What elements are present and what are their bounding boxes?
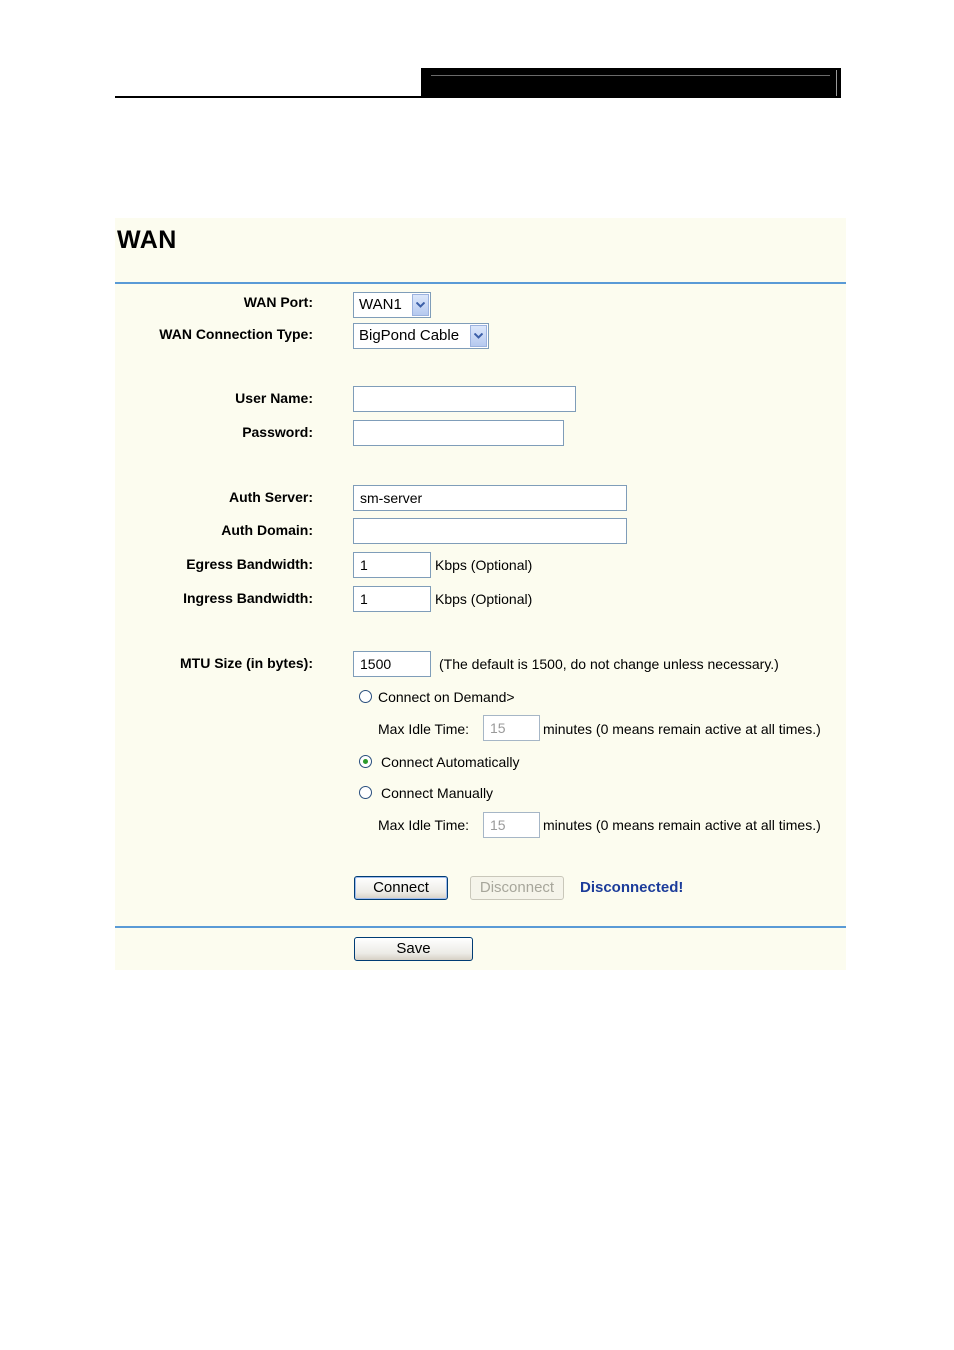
auth-domain-field[interactable] — [353, 518, 627, 544]
connect-button[interactable]: Connect — [354, 876, 448, 900]
auth-server-field[interactable]: sm-server — [353, 485, 627, 511]
header-bar-tick — [836, 70, 837, 96]
disconnect-button[interactable]: Disconnect — [470, 876, 564, 900]
manual-max-idle-label: Max Idle Time: — [378, 817, 470, 833]
mtu-size-field[interactable]: 1500 — [353, 651, 431, 677]
auth-server-label: Auth Server: — [228, 489, 313, 505]
header-rule — [115, 96, 841, 98]
wan-port-select[interactable] — [353, 292, 431, 318]
demand-max-idle-hint: minutes (0 means remain active at all times.) — [543, 721, 821, 737]
user-name-label: User Name: — [235, 390, 313, 406]
bottom-separator — [115, 926, 846, 928]
chevron-down-icon[interactable] — [470, 325, 487, 347]
password-label: Password: — [242, 424, 313, 440]
egress-unit-text: Kbps (Optional) — [435, 557, 533, 573]
connect-automatically-radio[interactable] — [359, 755, 372, 768]
auth-domain-label: Auth Domain: — [221, 522, 313, 538]
mtu-size-label: MTU Size (in bytes): — [179, 655, 313, 671]
password-field[interactable] — [353, 420, 564, 446]
ingress-bandwidth-field[interactable]: 1 — [353, 586, 431, 612]
page-title: WAN — [117, 226, 177, 254]
user-name-field[interactable] — [353, 386, 576, 412]
wan-connection-type-value: BigPond Cable — [359, 327, 460, 344]
connect-on-demand-radio[interactable] — [359, 690, 372, 703]
header-bar — [421, 68, 841, 97]
wan-connection-type-select[interactable] — [353, 323, 489, 349]
connect-automatically-label: Connect Automatically — [381, 754, 520, 770]
connection-status: Disconnected! — [580, 879, 684, 896]
connect-on-demand-label: Connect on Demand> — [378, 689, 515, 705]
connect-manually-radio[interactable] — [359, 786, 372, 799]
egress-bandwidth-field[interactable]: 1 — [353, 552, 431, 578]
top-separator — [115, 282, 846, 284]
save-button[interactable]: Save — [354, 937, 473, 961]
demand-max-idle-field[interactable]: 15 — [483, 715, 540, 741]
wan-port-label: WAN Port: — [243, 294, 313, 310]
egress-bandwidth-label: Egress Bandwidth: — [186, 556, 313, 572]
connect-manually-label: Connect Manually — [381, 785, 494, 801]
manual-max-idle-hint: minutes (0 means remain active at all times.) — [543, 817, 821, 833]
header-bar-rule — [431, 75, 830, 76]
wan-connection-type-label: WAN Connection Type: — [159, 326, 313, 342]
manual-max-idle-field[interactable]: 15 — [483, 812, 540, 838]
demand-max-idle-label: Max Idle Time: — [378, 721, 470, 737]
ingress-bandwidth-label: Ingress Bandwidth: — [183, 590, 313, 606]
wan-port-value: WAN1 — [359, 296, 402, 313]
ingress-unit-text: Kbps (Optional) — [435, 591, 533, 607]
chevron-down-icon[interactable] — [412, 294, 429, 316]
mtu-hint-text: (The default is 1500, do not change unless necessary.) — [439, 656, 779, 672]
